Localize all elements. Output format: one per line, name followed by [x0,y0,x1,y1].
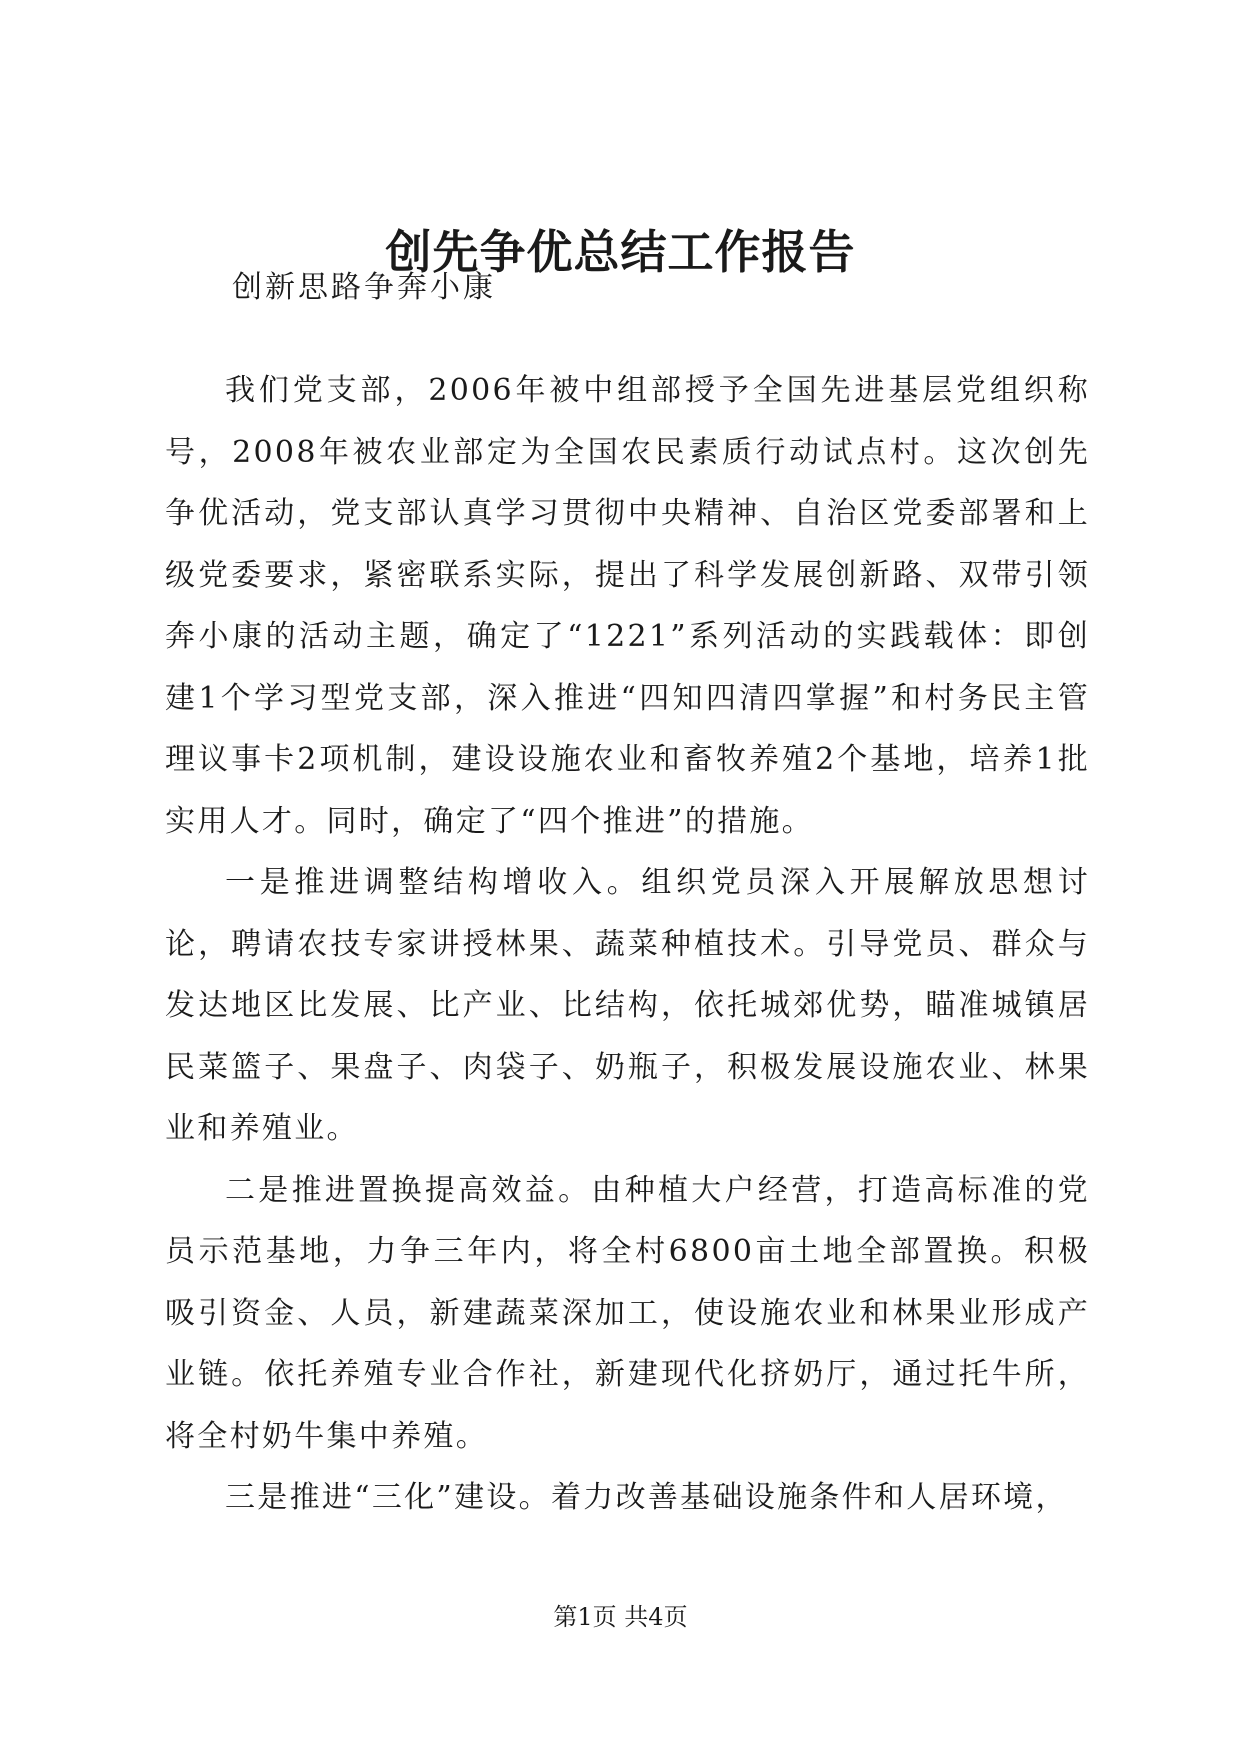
page-number-footer: 第1页 共4页 [553,1603,688,1631]
document-body [165,360,1090,1529]
paragraph-measure-two: 二是推进置换提高效益。由种植大户经营，打造高标准的党员示范基地，力争三年内，将全村6800亩土地全部置换。积极吸引资金、人员，新建蔬菜深加工，使设施农业和林果业形成产业链。依托养殖专业合作社，新建现代化挤奶厅，通过托牛所，将全村奶牛集中养殖。 [165,1172,1090,1454]
paragraph-measure-three: 三是推进“三化”建设。着力改善基础设施条件和人居环境， [225,1480,1068,1515]
paragraph-measure-one: 一是推进调整结构增收入。组织党员深入开展解放思想讨论，聘请农技专家讲授林果、蔬菜种植技术。引导党员、群众与发达地区比发展、比产业、比结构，依托城郊优势，瞄准城镇居民菜篮子、果盘子、肉袋子、奶瓶子，积极发展设施农业、林果业和养殖业。 [165,865,1090,1146]
document-subtitle: 创新思路争奔小康 [232,270,496,305]
paragraph-intro: 我们党支部，2006年被中组部授予全国先进基层党组织称号，2008年被农业部定为全国农民素质行动试点村。这次创先争优活动，党支部认真学习贯彻中央精神、自治区党委部署和上级党委要求，紧密联系实际，提出了科学发展创新路、双带引领奔小康的活动主题，确定了“1221”系列活动的实践载体：即创建1个学习型党支部，深入推进“四知四清四掌握”和村务民主管理议事卡2项机制，建设设施农业和畜牧养殖2个基地，培养1批实用人才。同时，确定了“四个推进”的措施。 [165,373,1090,839]
document-title: 创先争优总结工作报告 [385,225,856,279]
